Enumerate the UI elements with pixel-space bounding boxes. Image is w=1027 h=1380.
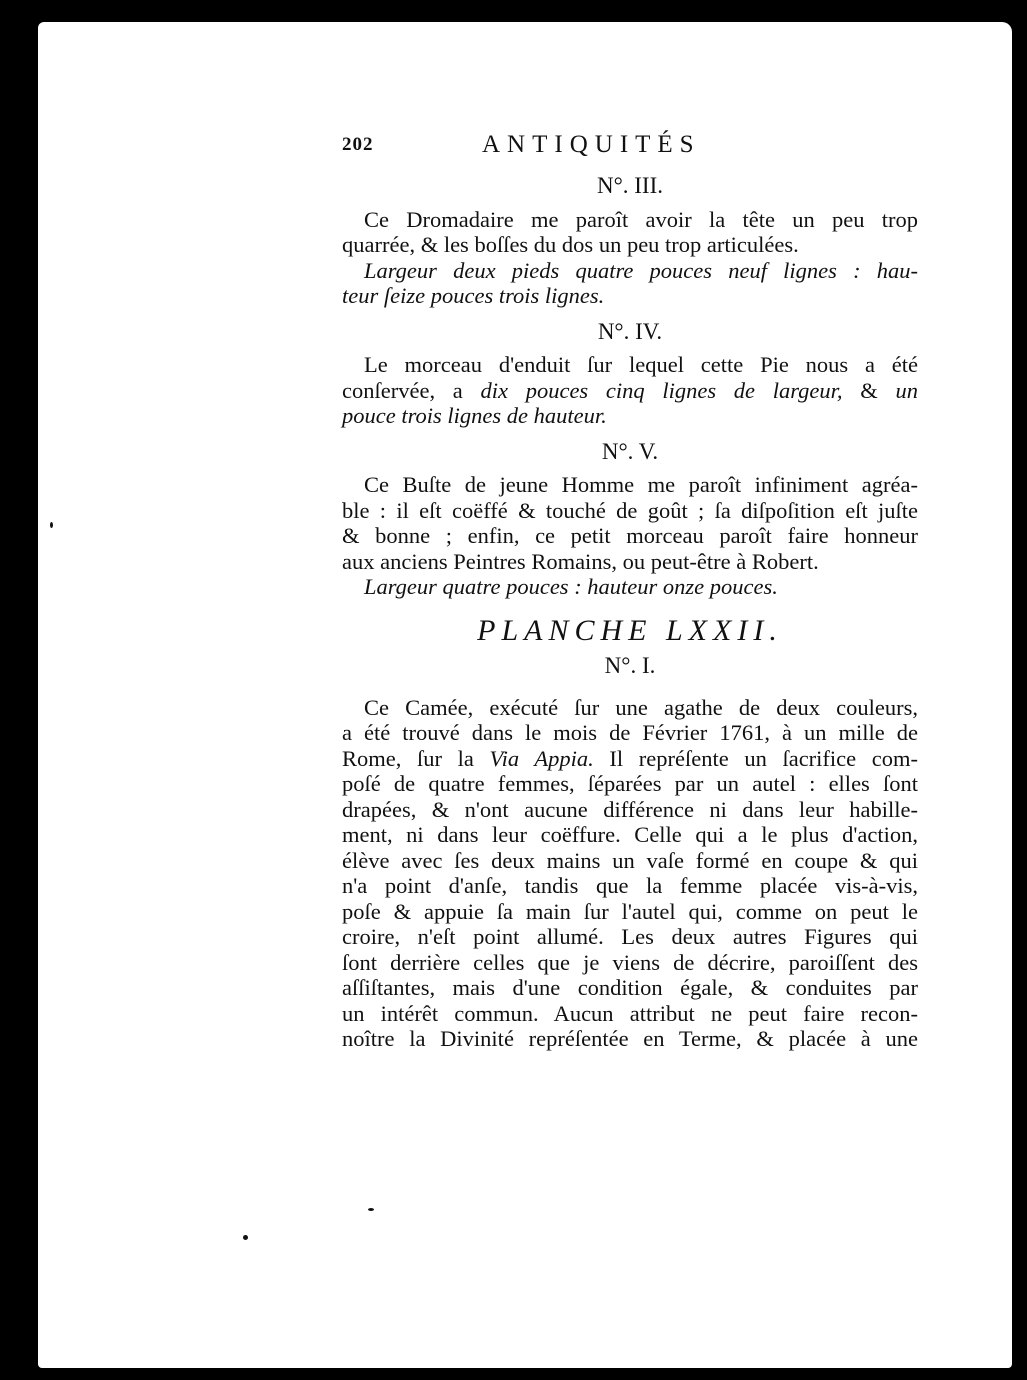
text-line: Le morceau d'enduit ſur lequel cette Pie nous a été xyxy=(364,352,918,377)
text-line: aſſiſtantes, mais d'une condition égale, & conduites par xyxy=(342,975,918,1000)
dimension-line: Largeur deux pieds quatre pouces neuf lignes : hau- xyxy=(364,257,918,283)
section-heading: N°. III. xyxy=(596,173,664,198)
text-line: quarrée, & les boſſes du dos un peu trop articulées. xyxy=(342,232,799,257)
text-line: a été trouvé dans le mois de Février 1761, à un mille de xyxy=(342,720,918,745)
ink-speck xyxy=(50,522,53,528)
text-line: Ce Buſte de jeune Homme me paroît infiniment agréa- xyxy=(364,472,918,497)
italic-fragment: dix pouces cinq lignes de largeur, xyxy=(480,377,843,403)
ink-speck xyxy=(243,1235,248,1240)
running-head xyxy=(342,127,918,163)
italic-fragment: Via Appia. xyxy=(489,745,594,771)
text-line: aux anciens Peintres Romains, ou peut-être à Robert. xyxy=(342,548,819,574)
dimension-line: Largeur quatre pouces : hauteur onze pouces. xyxy=(364,574,778,599)
ink-speck xyxy=(368,1208,374,1211)
book-page xyxy=(38,22,1012,1368)
running-title: ANTIQUITÉS xyxy=(482,131,701,159)
section-heading: N°. IV. xyxy=(597,318,663,344)
text-line: noître la Divinité repréſentée en Terme, & placée à une xyxy=(342,1026,918,1051)
text-line: un intérêt commun. Aucun attribut ne peut faire recon- xyxy=(342,1000,918,1026)
page-text xyxy=(342,127,918,1052)
text-line: drapées, & n'ont aucune différence ni dans leur habille- xyxy=(342,796,918,822)
section-heading: N°. V. xyxy=(601,438,659,464)
section-text xyxy=(342,207,918,309)
text-line: ment, ni dans leur coëffure. Celle qui a le plus d'action, xyxy=(342,822,918,847)
text-fragment: Rome, ſur la xyxy=(342,745,474,771)
plate-text xyxy=(342,695,918,1052)
text-line: ſont derrière celles que je viens de décrire, paroiſſent des xyxy=(342,949,918,975)
text-fragment: Il repréſente un ſacrifice com- xyxy=(609,745,919,771)
text-fragment: & xyxy=(860,377,878,403)
text-line: Ce Camée, exécuté ſur une agathe de deux couleurs, xyxy=(364,694,918,720)
section-text xyxy=(342,352,918,429)
text-line: & bonne ; enfin, ce petit morceau paroît faire honneur xyxy=(342,523,918,548)
section-text xyxy=(342,472,918,600)
text-line: n'a point d'anſe, tandis que la femme placée vis-à-vis, xyxy=(342,873,918,898)
dimension-line: teur ſeize pouces trois lignes. xyxy=(342,283,605,308)
dimension-line: pouce trois lignes de hauteur. xyxy=(342,403,607,428)
text-line-mixed xyxy=(342,746,918,772)
text-line: ble : il eſt coëffé & touché de goût ; ſa diſpoſition eſt juſte xyxy=(342,497,918,523)
text-line: croire, n'eſt point allumé. Les deux autres Figures qui xyxy=(342,924,918,949)
italic-fragment: un xyxy=(895,377,919,403)
plate-title: PLANCHE LXXII. xyxy=(477,613,783,647)
text-line: poſe & appuie ſa main ſur l'autel qui, comme on peut le xyxy=(342,898,918,924)
text-line: poſé de quatre femmes, ſéparées par un autel : elles ſont xyxy=(342,771,918,796)
text-line-mixed xyxy=(342,378,918,404)
page-number: 202 xyxy=(342,134,374,156)
text-fragment: conſervée, a xyxy=(342,377,463,403)
section-heading: N°. I. xyxy=(604,653,656,678)
text-line: élève avec ſes deux mains un vaſe formé en coupe & qui xyxy=(342,847,918,873)
text-line: Ce Dromadaire me paroît avoir la tête un peu trop xyxy=(364,206,918,232)
